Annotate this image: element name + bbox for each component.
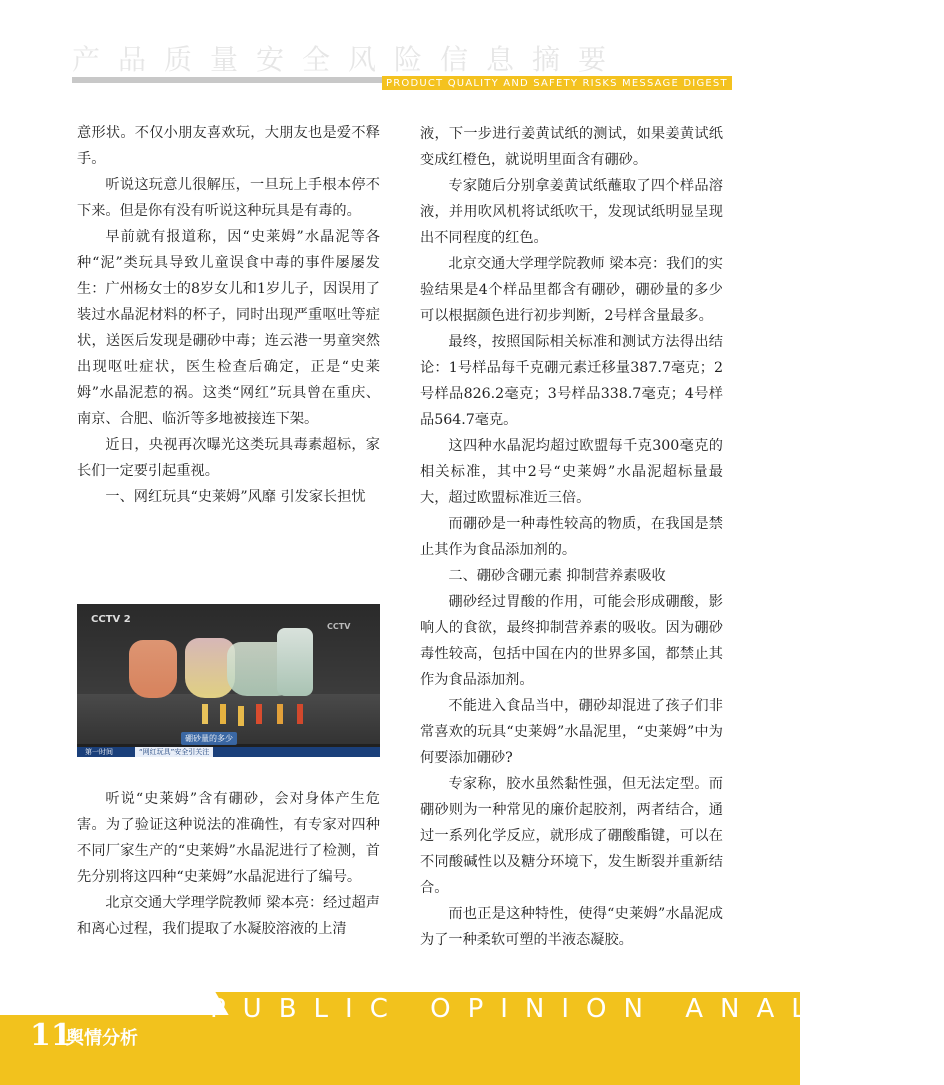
- header-title: 产品质量安全风险信息摘要: [72, 43, 625, 76]
- ticker-headline: “网红玩具”安全引关注: [135, 747, 213, 757]
- test-strip: [238, 706, 244, 726]
- news-ticker: [77, 747, 380, 757]
- photo-caption: 硼砂量的多少: [181, 732, 237, 745]
- left-column: [77, 120, 380, 510]
- news-photo: [77, 604, 380, 757]
- paragraph: 专家随后分别拿姜黄试纸蘸取了四个样品溶液，并用吹风机将试纸吹干，发现试纸明显呈现出不同程度的红色。: [420, 178, 723, 246]
- header-divider: [72, 77, 382, 83]
- page-number: 11: [30, 1018, 72, 1053]
- test-strip: [256, 704, 262, 724]
- section-name: 舆情分析: [66, 1028, 138, 1049]
- sample-cup: [129, 640, 177, 698]
- paragraph: 而也正是这种特性，使得“史莱姆”水晶泥成为了一种柔软可塑的半液态凝胶。: [420, 906, 723, 948]
- paragraph: 最终，按照国际相关标准和测试方法得出结论：1号样品每千克硼元素迁移量387.7毫克；2号样品826.2毫克；3号样品338.7毫克；4号样品564.7毫克。: [420, 334, 723, 428]
- test-strip: [202, 704, 208, 724]
- paragraph: 意形状。不仅小朋友喜欢玩，大朋友也是爱不释手。: [77, 125, 380, 167]
- paragraph: 这四种水晶泥均超过欧盟每千克300毫克的相关标准，其中2号“史莱姆”水晶泥超标量最大，超过欧盟标准近三倍。: [420, 438, 723, 506]
- sample-cup: [277, 628, 313, 696]
- paragraph: 北京交通大学理学院教师 梁本亮：我们的实验结果是4个样品里都含有硼砂，硼砂量的多少可以根据颜色进行初步判断，2号样含量最多。: [420, 256, 723, 324]
- footer-notch: [0, 985, 200, 1015]
- footer-banner: PUBLIC OPINION ANALYSIS: [210, 994, 944, 1024]
- paragraph: 硼砂经过胃酸的作用，可能会形成硼酸，影响人的食欲，最终抑制营养素的吸收。因为硼砂毒性较高，包括中国在内的世界多国，都禁止其作为食品添加剂。: [420, 594, 723, 688]
- paragraph: 近日，央视再次曝光这类玩具毒素超标，家长们一定要引起重视。: [77, 437, 380, 479]
- section-heading: 二、硼砂含硼元素 抑制营养素吸收: [448, 568, 666, 584]
- paragraph: 北京交通大学理学院教师 梁本亮：经过超声和离心过程，我们提取了水凝胶溶液的上清: [77, 895, 380, 937]
- program-name: 第一时间: [85, 748, 113, 756]
- paragraph: 听说这玩意儿很解压，一旦玩上手根本停不下来。但是你有没有听说这种玩具是有毒的。: [77, 177, 380, 219]
- test-strip: [220, 704, 226, 724]
- paragraph: 而硼砂是一种毒性较高的物质，在我国是禁止其作为食品添加剂的。: [420, 516, 723, 558]
- test-strip: [277, 704, 283, 724]
- cctv-watermark: CCTV: [327, 622, 351, 631]
- paragraph: 听说“史莱姆”含有硼砂，会对身体产生危害。为了验证这种说法的准确性，有专家对四种不同厂家生产的“史莱姆”水晶泥进行了检测，首先分别将这四种“史莱姆”水晶泥进行了编号。: [77, 791, 380, 885]
- left-column-lower: [77, 786, 380, 942]
- paragraph: 不能进入食品当中，硼砂却混进了孩子们非常喜欢的玩具“史莱姆”水晶泥里，“史莱姆”中为何要添加硼砂?: [420, 698, 723, 766]
- paragraph: 早前就有报道称，因“史莱姆”水晶泥等各种“泥”类玩具导致儿童误食中毒的事件屡屡发生：广州杨女士的8岁女儿和1岁儿子，因误用了装过水晶泥材料的杯子，同时出现严重呕吐等症状，送医后发现是硼砂中毒；连云港一男童突然出现呕吐症状，医生检查后确定，正是“史莱姆”水晶泥惹的祸。这类“网红”玩具曾在重庆、南京、合肥、临沂等多地被接连下架。: [77, 229, 380, 427]
- right-column: [420, 121, 723, 953]
- paragraph: 液，下一步进行姜黄试纸的测试，如果姜黄试纸变成红橙色，就说明里面含有硼砂。: [420, 126, 723, 168]
- cctv-logo: CCTV 2: [91, 614, 131, 625]
- test-strip: [297, 704, 303, 724]
- header-subtitle: PRODUCT QUALITY AND SAFETY RISKS MESSAGE DIGEST: [386, 78, 728, 89]
- paragraph: 专家称，胶水虽然黏性强，但无法定型。而硼砂则为一种常见的廉价起胶剂，两者结合，通过一系列化学反应，就形成了硼酸酯键，可以在不同酸碱性以及糖分环境下，发生断裂并重新结合。: [420, 776, 723, 896]
- section-heading: 一、网红玩具“史莱姆”风靡 引发家长担忧: [105, 489, 366, 505]
